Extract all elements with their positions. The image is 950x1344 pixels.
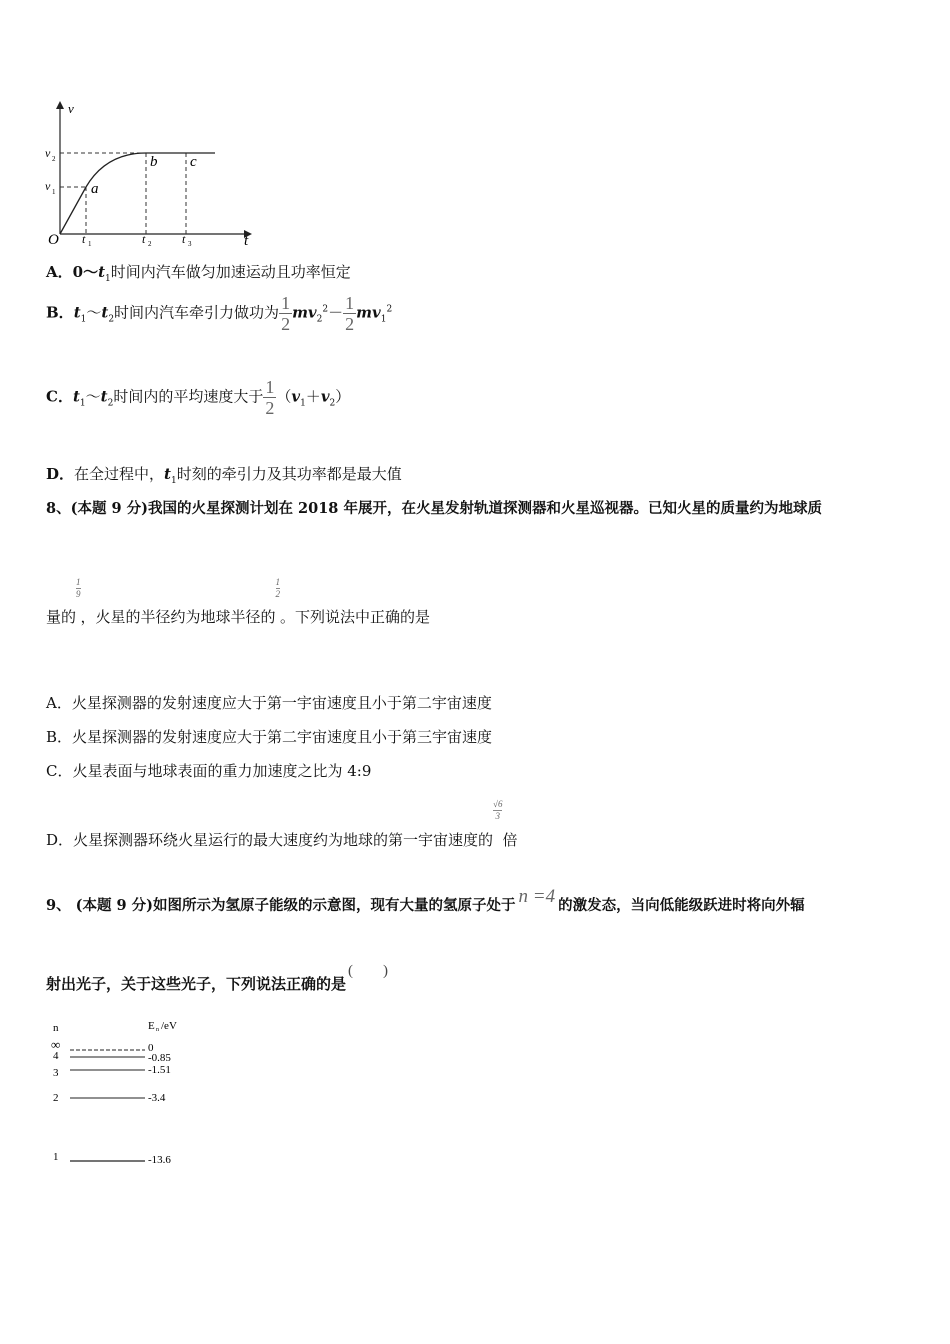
q7-b-t1-sub: 1 [80,314,87,325]
level-3-energy: -1.51 [148,1064,171,1076]
t2-sub: 2 [148,240,152,248]
v2-sub: 2 [52,155,56,163]
hydrogen-energy-level-diagram [48,1015,208,1175]
q7-c-sep: ～ [85,387,101,406]
level-1-n: 1 [53,1151,59,1163]
q7-c-v2-sub: 2 [329,398,336,409]
level-1-energy: -13.6 [148,1154,171,1166]
q8-d-pre: D．火星探测器环绕火星运行的最大速度约为地球的第一宇宙速度的 [46,831,494,849]
q9-stem-2: 射出光子，关于这些光子，下列说法正确的是 [46,975,347,993]
t1-sub: 1 [88,240,92,248]
q7-b-term1: mv [292,303,317,322]
q8-stem-line1: 8、(本题 9 分)我国的火星探测计划在 2018 年展开，在火星发射轨道探测器和火星巡视器。已知火星的质量约为地球质 [46,500,822,517]
q8-stem-b: ，火星的半径约为地球半径的 [80,608,276,626]
q9-stem-line1 [46,886,805,915]
q7-option-c-letter: C． [46,387,73,406]
q8-stem-a: 量的 [46,608,77,626]
q7-c-v1-sub: 1 [300,398,306,409]
q7-option-d-letter: D． [46,465,75,483]
q7-b-text: 时间内汽车牵引力做功为 [114,303,280,322]
q7-d-pre: 在全过程中， [74,465,165,483]
q7-d-t: t [164,465,171,483]
q7-option-a[interactable] [46,261,351,284]
level-4-energy: -0.85 [148,1052,171,1064]
q7-a-text: 时间内汽车做匀加速运动且功率恒定 [110,263,351,281]
q9-stem-line2 [46,961,388,994]
v2-label: v [45,146,51,160]
level-inf-energy: 0 [148,1042,154,1054]
q9-n-equals: n =4 [518,886,556,907]
q7-b-term1-sub: 2 [316,314,323,325]
q7-a-t: t [98,263,106,281]
q7-a-t-sub: 1 [105,274,111,284]
point-c-label: c [190,154,197,170]
level-4-n: 4 [53,1050,59,1062]
v-axis-arrow [56,101,64,109]
q8-d-post: 倍 [502,831,518,849]
q7-option-b-letter: B． [46,303,74,322]
level-2-energy: -3.4 [148,1092,166,1104]
point-a-label: a [91,181,99,197]
q7-c-paren-close: ） [335,387,351,406]
q7-a-pre: 0～ [72,263,99,281]
q7-b-term2-sub: 1 [380,314,387,325]
q8-fraction-radius: $\frac{1}{2}$ [275,577,281,599]
q7-d-t-sub: 1 [170,476,177,486]
q8-option-d[interactable] [46,800,518,850]
q8-d-fraction: $\frac{√6}{3}$ [493,799,503,821]
q7-c-fraction: $\frac{1}{2}$ [265,377,275,418]
q7-b-fraction-2: $\frac{1}{2}$ [345,293,355,334]
v1-sub: 1 [52,188,56,196]
q9-stem-a: 9、 (本题 9 分)如图所示为氢原子能级的示意图，现有大量的氢原子处于 [46,897,516,914]
level-3-n: 3 [53,1067,59,1079]
q7-c-plus: ＋ [305,387,321,406]
q7-option-a-letter: A． [46,263,73,281]
q8-stem-c: 。下列说法中正确的是 [280,608,431,626]
energy-header-unit: /eV [161,1020,177,1032]
v1-label: v [45,179,51,193]
q7-b-fraction-1: $\frac{1}{2}$ [281,293,291,334]
t3-label: t [182,232,186,246]
q7-option-d[interactable] [46,463,402,486]
q7-b-t1: t [73,303,81,322]
q7-c-v1: v [291,387,301,406]
q7-b-minus: － [328,303,344,322]
v-axis-label: v [68,101,74,116]
q8-stem-line2 [46,578,430,627]
q9-stem-b: 的激发态，当向低能级跃进时将向外辐 [558,897,805,914]
energy-header: E [148,1020,155,1032]
q7-c-v2: v [320,387,330,406]
q7-c-t2-sub: 2 [107,398,114,409]
q9-answer-blank[interactable]: ( ) [348,963,389,979]
t3-sub: 3 [188,240,192,248]
q7-c-t1-sub: 1 [79,398,86,409]
q8-fraction-mass: $\frac{1}{9}$ [76,577,81,599]
q8-option-b[interactable]: B．火星探测器的发射速度应大于第二宇宙速度且小于第三宇宙速度 [46,728,493,746]
q7-d-text: 时刻的牵引力及其功率都是最大值 [176,465,402,483]
point-b-label: b [150,154,158,170]
level-2-n: 2 [53,1092,59,1104]
t1-label: t [82,232,86,246]
q8-option-c[interactable]: C．火星表面与地球表面的重力加速度之比为 4:9 [46,762,372,780]
q8-option-a[interactable]: A．火星探测器的发射速度应大于第一宇宙速度且小于第二宇宙速度 [46,694,492,712]
q7-option-b[interactable] [46,294,392,333]
q7-b-term2: mv [356,303,381,322]
q7-c-paren-open: （ [276,387,292,406]
energy-header-sub: n [156,1027,159,1033]
q7-b-t2: t [101,303,109,322]
velocity-time-graph [40,95,270,250]
q7-c-t2: t [100,387,108,406]
q7-c-text: 时间内的平均速度大于 [113,387,264,406]
q7-b-term2-sup: 2 [386,304,393,315]
q7-b-t2-sub: 2 [108,314,115,325]
t2-label: t [142,232,146,246]
q7-b-term1-sup: 2 [322,304,329,315]
q7-b-sep: ～ [86,303,102,322]
level-inf-n: ∞ [51,1037,61,1052]
n-header: n [53,1022,59,1034]
t-axis-label: t [244,233,249,249]
origin-label: O [48,232,59,248]
q7-c-t1: t [72,387,80,406]
q7-option-c[interactable] [46,378,350,417]
